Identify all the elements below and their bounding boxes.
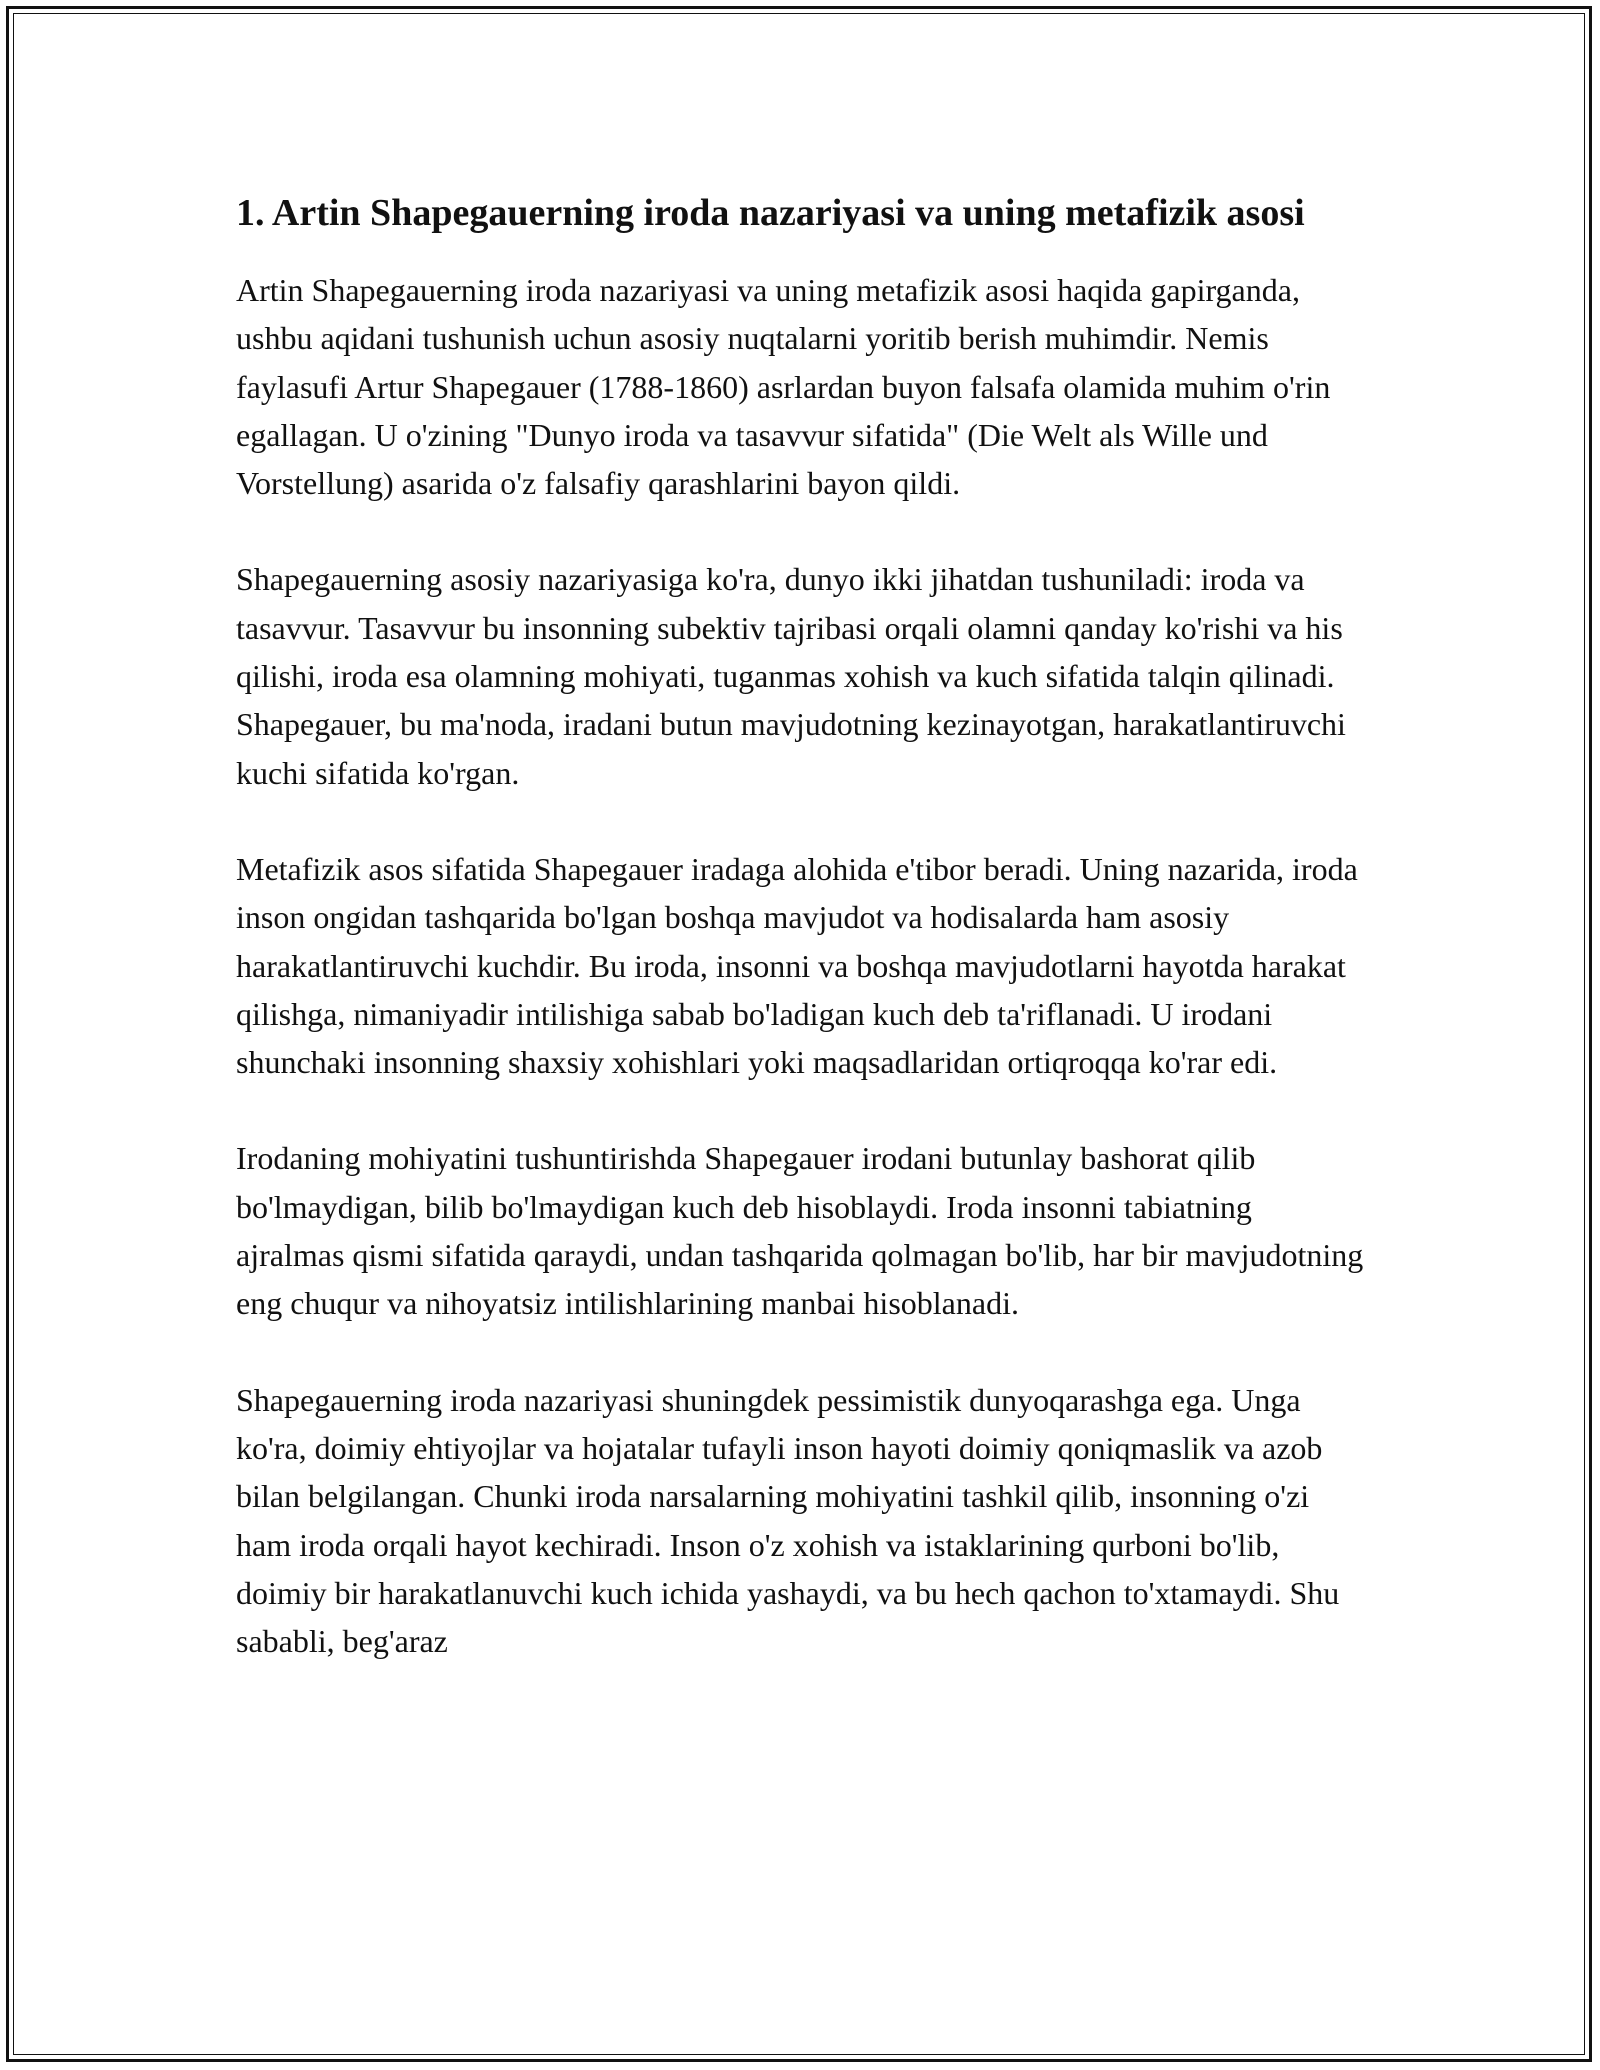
paragraph-2: Shapegauerning asosiy nazariyasiga ko'ra, dunyo ikki jihatdan tushuniladi: iroda va tasavvur. Tasavvur bu insonning subektiv tajribasi orqali olamni qanday ko'rishi va his qilishi, iroda esa olamning mohiyati, tuganmas xohish va kuch sifatida talqin qilinadi. Shapegauer, bu ma'noda, iradani butun mavjudotning kezinayotgan, harakatlantiruvchi kuchi sifatida ko'rgan.	[236, 561, 1346, 791]
paragraph-3: Metafizik asos sifatida Shapegauer iradaga alohida e'tibor beradi. Uning nazarida, iroda inson ongidan tashqarida bo'lgan boshqa mavjudot va hodisalarda ham asosiy harakatlantiruvchi kuchdir. Bu iroda, insonni va boshqa mavjudotlarni hayotda harakat qilishga, nimaniyadir intilishiga sabab bo'ladigan kuch deb ta'riflanadi. U irodani shunchaki insonning shaxsiy xohishlari yoki maqsadlaridan ortiqroqqa ko'rar edi.	[236, 850, 1358, 1081]
paragraph-4: Irodaning mohiyatini tushuntirishda Shapegauer irodani butunlay bashorat qilib bo'lmaydigan, bilib bo'lmaydigan kuch deb hisoblaydi. Iroda insonni tabiatning ajralmas qismi sifatida qaraydi, undan tashqarida qolmagan bo'lib, har bir mavjudotning eng chuqur va nihoyatsiz intilishlarining manbai hisoblanadi.	[236, 1140, 1364, 1322]
section-title: 1. Artin Shapegauerning iroda nazariyasi va uning metafizik asosi	[236, 192, 1305, 234]
paragraph-5: Shapegauerning iroda nazariyasi shuningdek pessimistik dunyoqarashga ega. Unga ko'ra, doimiy ehtiyojlar va hojatalar tufayli inson hayoti doimiy qoniqmaslik va azob bilan belgilangan. Chunki iroda narsalarning mohiyatini tashkil qilib, insonning o'zi ham iroda orqali hayot kechiradi. Inson o'z xohish va istaklarining qurboni bo'lib, doimiy bir harakatlanuvchi kuch ichida yashaydi, va bu hech qachon to'xtamaydi. Shu sababli, beg'araz	[236, 1381, 1340, 1660]
paragraph-1: Artin Shapegauerning iroda nazariyasi va uning metafizik asosi haqida gapirganda, ushbu aqidani tushunish uchun asosiy nuqtalarni yoritib berish muhimdir. Nemis faylasufi Artur Shapegauer (1788-1860) asrlardan buyon falsafa olamida muhim o'rin egallagan. U o'zining "Dunyo iroda va tasavvur sifatida" (Die Welt als Wille und Vorstellung) asarida o'z falsafiy qarashlarini bayon qildi.	[236, 272, 1331, 502]
document-body	[236, 186, 1366, 1713]
